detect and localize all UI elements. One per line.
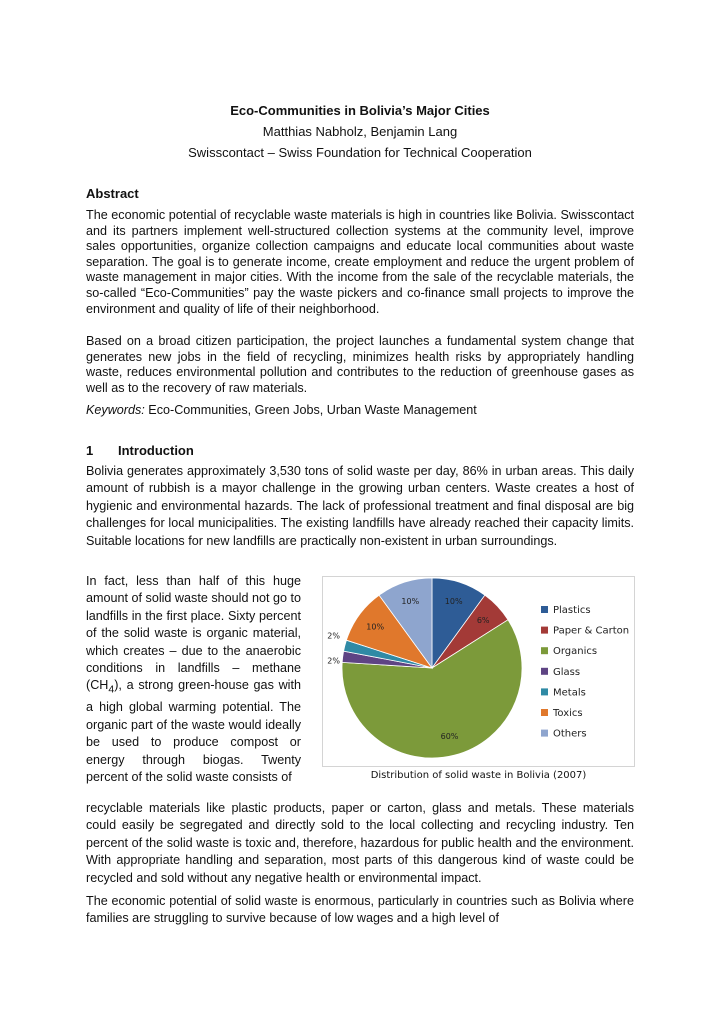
pie-label-metals: 2%	[327, 631, 340, 641]
legend-label-toxics: Toxics	[553, 708, 583, 719]
legend-swatch-paper-carton	[541, 627, 548, 634]
legend-swatch-others	[541, 730, 548, 737]
figure-caption: Distribution of solid waste in Bolivia (2007)	[370, 770, 587, 781]
intro-paragraph-1: Bolivia generates approximately 3,530 tons of solid waste per day, 86% in urban areas. This daily amount of rubbish is a mayor challenge in the growing urban centers. Waste creates a host of hygienic and environmental hazards. The lack of professional treatment and final disposal are big challenges for local municipalities. The existing landfills have already reached their capacity limits. Suitable locations for new landfills are practically non-existent in urban surroundings.	[86, 464, 634, 548]
section-title: Introduction	[118, 443, 194, 458]
legend-swatch-organics	[541, 647, 548, 654]
pie-label-plastics: 10%	[444, 597, 463, 607]
pie-label-others: 10%	[401, 597, 420, 607]
pie-label-glass: 2%	[327, 656, 340, 666]
keywords-label: Keywords:	[86, 403, 145, 417]
legend-label-plastics: Plastics	[553, 605, 591, 616]
authors: Matthias Nabholz, Benjamin Lang	[262, 124, 458, 139]
legend-swatch-glass	[541, 668, 548, 675]
intro-p2-after: ), a strong green-house gas with a high global warming potential. The organic part of the waste would ideally be used to produce compost or energy through biogas. Twenty percent of the solid waste consists of	[86, 678, 301, 784]
intro-paragraph-2	[86, 573, 301, 786]
title-block	[86, 100, 634, 163]
legend-label-organics: Organics	[553, 646, 598, 658]
keywords-line	[86, 403, 634, 417]
abstract-paragraph-2: Based on a broad citizen participation, the project launches a fundamental system change that generates new jobs in the field of recycling, minimizes health risks by appropriately handling waste, reduces environmental pollution and contributes to the reduction of greenhouse gases as well as to the recovery of raw materials.	[86, 334, 634, 395]
legend-swatch-metals	[541, 688, 548, 695]
intro-p2-before: In fact, less than half of this huge amount of solid waste should not go to landfills in the first place. Sixty percent of the solid waste is organic material, which creates – due to the anaerobic conditions in landfills – methane (CH	[86, 574, 301, 693]
legend-label-metals: Metals	[553, 687, 586, 699]
intro-paragraph-3: The economic potential of solid waste is enormous, particularly in countries such as Bolivia where families are struggling to survive because of low wages and a high level of	[86, 894, 634, 926]
intro-paragraph-2-continued: recyclable materials like plastic products, paper or carton, glass and metals. These materials could easily be segregated and directly sold to the local collecting and recycling industry. Ten percent of the solid waste is toxic and, therefore, hazardous for public health and the environment. With appropriate handling and separation, most parts of this dangerous kind of waste could be recycled and sold without any negative health or environmental impact.	[86, 801, 634, 885]
abstract-heading: Abstract	[86, 186, 139, 201]
legend-label-paper-carton: Paper & Carton	[553, 625, 630, 637]
legend-swatch-plastics	[541, 606, 548, 613]
legend-label-others: Others	[553, 728, 587, 740]
paper-title: Eco-Communities in Bolivia’s Major Cities	[230, 103, 490, 118]
pie-label-paper-carton: 6%	[476, 615, 490, 625]
pie-label-organics: 60%	[440, 732, 459, 741]
keywords-text: Eco-Communities, Green Jobs, Urban Waste Management	[148, 403, 477, 417]
methane-subscript: 4	[108, 683, 115, 696]
pie-label-toxics: 10%	[366, 622, 385, 632]
pie-chart	[322, 576, 635, 788]
legend-label-glass: Glass	[553, 666, 581, 678]
legend-swatch-toxics	[541, 709, 548, 716]
section-number: 1	[86, 443, 94, 458]
affiliation: Swisscontact – Swiss Foundation for Technical Cooperation	[188, 145, 532, 160]
waste-distribution-figure	[322, 576, 635, 788]
abstract-paragraph-1: The economic potential of recyclable waste materials is high in countries like Bolivia. Swisscontact and its partners implement well-structured collection systems at the community level, improve sales opportunities, organize collection campaigns and educate local communities about waste separation. The goal is to generate income, create employment and reduce the urgent problem of waste management in major cities. With the income from the sale of the recyclable materials, the so-called “Eco-Communities” pay the waste pickers and co-finance small projects to improve the environment and quality of life of their neighborhood.	[86, 208, 634, 316]
